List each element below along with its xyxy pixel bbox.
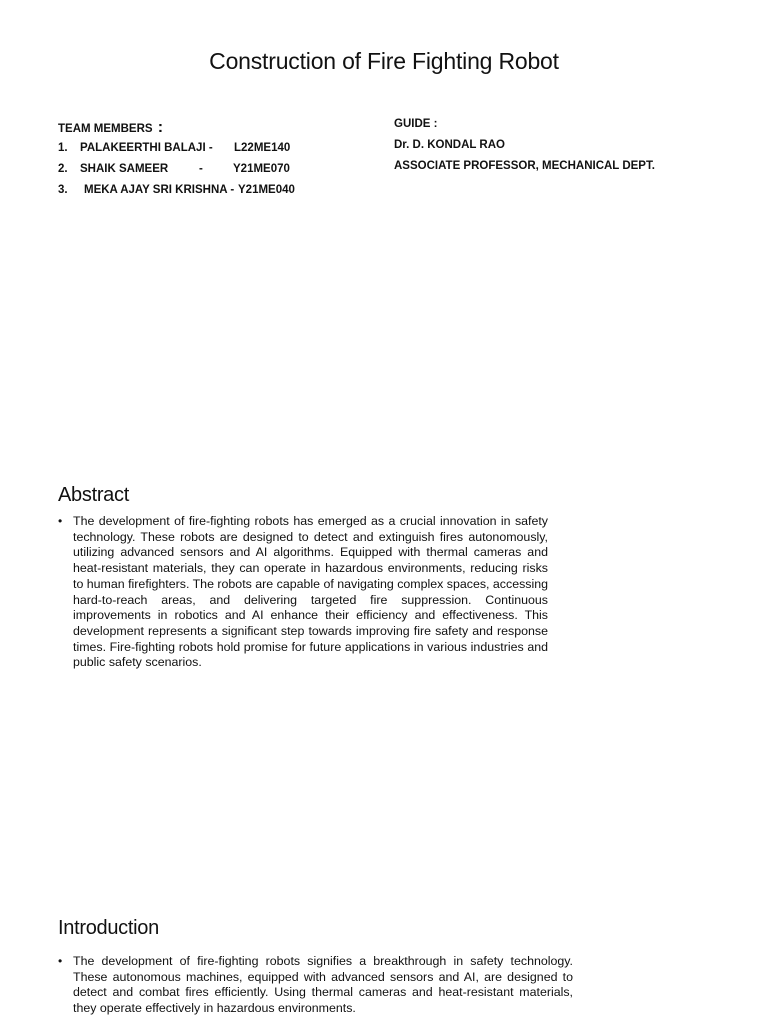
introduction-text: The development of fire-fighting robots signifies a breakthrough in safety technology. These autonomous machines, equipped with advanced sensors and AI, are designed to detect and combat fires efficiently. Using thermal cameras and heat-resistant materials, they operate effectively in hazardous environments. — [73, 954, 573, 1016]
introduction-heading: Introduction — [58, 917, 159, 939]
member-dash: - — [199, 163, 203, 175]
member-number: 2. — [58, 163, 68, 175]
document-title: Construction of Fire Fighting Robot — [209, 48, 559, 74]
guide-name: Dr. D. KONDAL RAO — [394, 139, 505, 151]
introduction-bullet — [58, 954, 573, 1017]
team-members-label: TEAM MEMBERS — [58, 123, 153, 135]
guide-section — [394, 114, 655, 177]
guide-designation: ASSOCIATE PROFESSOR, MECHANICAL DEPT. — [394, 160, 655, 172]
team-member-row — [58, 180, 295, 201]
member-id: Y21ME040 — [238, 184, 295, 196]
guide-label: GUIDE : — [394, 118, 438, 130]
team-member-row — [58, 159, 290, 180]
member-number: 3. — [58, 184, 68, 196]
team-members-section — [58, 118, 295, 201]
member-name: SHAIK SAMEER — [80, 163, 169, 175]
bullet-icon: • — [58, 954, 63, 968]
member-number: 1. — [58, 142, 68, 154]
member-id: L22ME140 — [234, 142, 291, 154]
abstract-heading: Abstract — [58, 484, 129, 506]
abstract-text: The development of fire-fighting robots has emerged as a crucial innovation in safety technology. These robots are designed to detect and extinguish fires autonomously, utilizing advanced sensors and AI algorithms. Equipped with thermal cameras and heat-resistant materials, they can operate in hazardous environments, reducing risks to human firefighters. The robots are capable of navigating complex spaces, accessing hard-to-reach areas, and delivering targeted fire suppression. Continuous improvements in robotics and AI enhance their efficiency and effectiveness. This development represents a significant step towards improving fire safety and response times. Fire-fighting robots hold promise for future applications in various industries and public safety scenarios. — [73, 514, 549, 670]
team-member-row — [58, 138, 291, 159]
abstract-bullet — [58, 514, 548, 671]
team-members-colon: : — [157, 119, 164, 136]
member-id: Y21ME070 — [233, 163, 290, 175]
bullet-icon: • — [58, 514, 63, 528]
member-name: PALAKEERTHI BALAJI - — [80, 142, 213, 154]
team-members-heading — [58, 118, 234, 138]
member-name: MEKA AJAY SRI KRISHNA - — [84, 184, 235, 196]
